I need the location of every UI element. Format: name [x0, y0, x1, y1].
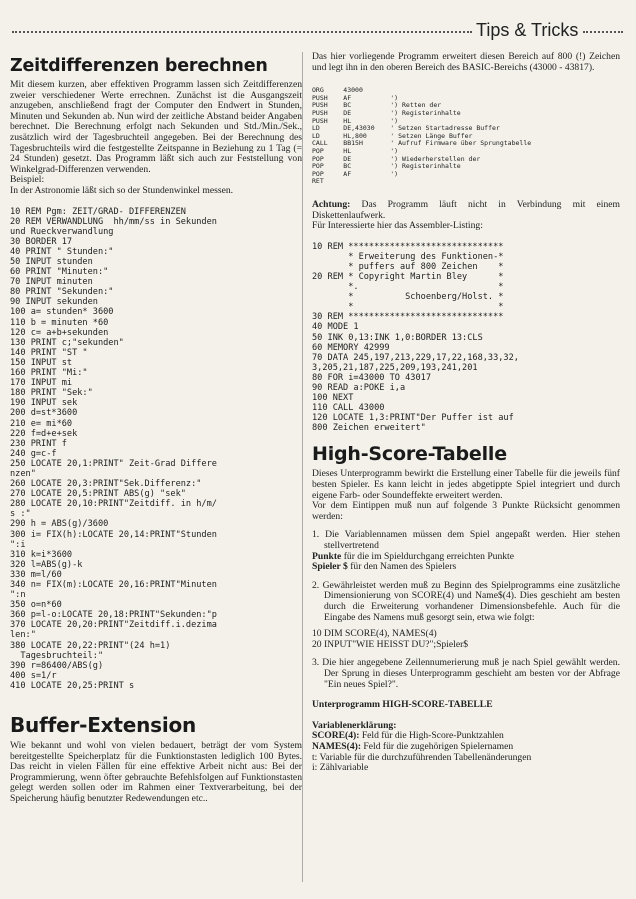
- article-heading-zeitdifferenzen: Zeitdifferenzen berechnen: [10, 56, 268, 76]
- basic-listing-buffer: 10 REM ****************************** * Erweiterung des Funktionen-* * puffers auf 800 Zeichen * 20 REM * Copyright Martin Bley * *. * * Schoenberg/Holst. * * * 30 REM ****************************** 40 MODE 1 50 INK 0,13:INK 1,0:BORDER 13:CLS 60 MEMORY 42999 70 DATA 245,197,213,229,17,22,168,33,32, 3,205,21,187,225,209,193,241,201 80 FOR i=43000 TO 43017 90 READ a:POKE i,a 100 NEXT 110 CALL 43000 120 LOCATE 1,3:PRINT"Der Puffer ist auf 800 Zeichen erweitert": [312, 241, 519, 434]
- achtung-text: Das Programm läuft nicht in Verbindung mit einem Diskettenlaufwerk.: [312, 198, 620, 221]
- intro-paragraph: Mit diesem kurzen, aber effektiven Programm lassen sich Zeitdifferenzen zweier verschiedener Werte errechnen. Zunächst ist die Ausgangszeit anzugeben, anschließend fragt der Computer den Endwert in Stunden, Minuten und Sekunden ab. Nun wird der zeitliche Abstand beider Angaben berechnet. Die Berechnung erfolgt nach Sekunden und Std./Min./Sek., zusätzlich wird der Tagesbruchteil angegeben. Bei der Berechnung des Tagesbruchteils wird die festgestellte Zeitspanne in Beziehung zu 1 Tag (= 24 Stunden) gesetzt. Das Programm läßt sich auch zur Feststellung von Winkelgrad-Differenzen verwenden.: [10, 79, 302, 175]
- variable-score-term: SCORE(4):: [312, 730, 360, 742]
- achtung-paragraph: [312, 200, 620, 221]
- buffer-continued-paragraph: Das hier vorliegende Programm erweitert diesen Bereich auf 800 (!) Zeichen und legt ihn in den oberen Bereich des BASIC-Bereichs (43000 - 43817).: [312, 51, 620, 73]
- left-column: [10, 52, 302, 805]
- variable-names: [312, 742, 620, 753]
- basic-listing-zeit: 10 REM Pgm: ZEIT/GRAD- DIFFERENZEN 20 REM VERWANDLUNG hh/mm/ss in Sekunden und Rueckverwandlung 30 BORDER 17 40 PRINT " Stunden:" 50 INPUT stunden 60 PRINT "Minuten:" 70 INPUT minuten 80 PRINT "Sekunden:" 90 INPUT sekunden 100 a= stunden* 3600 110 b = minuten *60 120 c= a+b+sekunden 130 PRINT c;"sekunden" 140 PRINT "ST " 150 INPUT st 160 PRINT "Mi:" 170 INPUT mi 180 PRINT "Sek:" 190 INPUT sek 200 d=st*3600 210 e= mi*60 220 f=d+e+sek 230 PRINT f 240 g=c-f 250 LOCATE 20,1:PRINT" Zeit-Grad Differe nzen" 260 LOCATE 20,3:PRINT"Sek.Differenz:" 270 LOCATE 20,5:PRINT ABS(g) "sek" 280 LOCATE 20,10:PRINT"Zeitdiff. in h/m/ s :" 290 h = ABS(g)/3600 300 i= FIX(h):LOCATE 20,14:PRINT"Stunden ":i 310 k=i*3600 320 l=ABS(g)-k 330 m=l/60 340 n= FIX(m):LOCATE 20,16:PRINT"Minuten ":n 350 o=n*60 360 p=l-o:LOCATE 20,18:PRINT"Sekunden:"p 370 LOCATE 20,20:PRINT"Zeitdiff.i.dezima len:" 380 LOCATE 20,22:PRINT"(24 h=1) Tagesbruchteil:" 390 r=86400/ABS(g) 400 s=1/r 410 LOCATE 20,25:PRINT s: [10, 206, 217, 691]
- player-desc: für den Namen des Spielers: [347, 561, 457, 573]
- list-item-3: 3. Die hier angegebene Zeilennumerierung muß je nach Spiel gewählt werden. Der Sprung in dieses Unterprogramm geschieht am besten vor der Abfrage "Ein neues Spiel?".: [312, 657, 620, 690]
- section-title: Tips & Tricks: [476, 20, 579, 40]
- achtung-label: Achtung:: [312, 198, 351, 210]
- variable-score-desc: Feld für die High-Score-Punktzahlen: [359, 730, 504, 742]
- variable-names-term: NAMES(4):: [312, 740, 362, 752]
- variable-t: t: Variable für die durchzuführenden Tabellenänderungen: [312, 751, 532, 763]
- article-heading-highscore: High-Score-Tabelle: [312, 443, 507, 466]
- list-item-1: 1. Die Variablennamen müssen dem Spiel angepaßt werden. Hier stehen stellvertretend: [312, 529, 620, 552]
- points-term: Punkte: [312, 550, 342, 562]
- buffer-paragraph: Wie bekannt und wohl von vielen bedauert, beträgt der vom System bereitgestellte Speicherplatz für die Funktionstasten lediglich 100 Bytes. Das reicht in vielen Fällen für eine effektive Arbeit nicht aus: Bei der Programmierung, wenn öfter gebrauchte Befehlsfolgen auf Funktionstasten gelegt werden sollen oder im Rahmen einer Textverarbeitung, bei der Speicherung häufig benutzter Redewendungen etc..: [10, 740, 302, 804]
- variable-names-desc: Feld für die zugehörigen Spielernamen: [361, 740, 514, 752]
- example-text: In der Astronomie läßt sich so der Stundenwinkel messen.: [10, 184, 234, 196]
- highscore-intro: Dieses Unterprogramm bewirkt die Erstellung einer Tabelle für die jeweils fünf besten Spieler. Es kann leicht in jedes abgetippte Spiel integriert und durch eigene Farb- oder Soundeffekte erweitert werden.: [312, 468, 620, 501]
- list-item-2-code-1: 10 DIM SCORE(4), NAMES(4): [312, 628, 437, 640]
- assembler-listing: ORG 43000 PUSH AF ') PUSH BC ') Retten der PUSH DE ') Registerinhalte PUSH HL ') LD DE,43030 ' Setzen Startadresse Buffer LD HL,800 ' Setzen Länge Buffer CALL BB15H ' Aufruf Firmware über Sprungtabelle POP HL ') POP DE ') Wiederherstellen der POP BC ') Registerinhalte POP AF ') RET: [312, 86, 532, 186]
- column-divider: [302, 52, 303, 882]
- page-header: [0, 20, 636, 46]
- header-dotted-rule: [12, 31, 472, 33]
- header-dotted-rule-right: [583, 31, 623, 33]
- variable-i: i: Zählvariable: [312, 762, 369, 774]
- requirements-list: [312, 530, 620, 690]
- article-heading-buffer: Buffer-Extension: [10, 713, 197, 738]
- example-label: Beispiel:: [10, 174, 45, 186]
- listing-intro: Für Interessierte hier das Assembler-Listing:: [312, 220, 483, 232]
- points-desc: für die im Spieldurchgang erreichten Punkte: [341, 550, 514, 562]
- variables-title: Variablenerklärung:: [312, 719, 397, 731]
- right-column: [312, 52, 620, 774]
- list-item-2-code-2: 20 INPUT"WIE HEISST DU?";Spieler$: [312, 638, 469, 650]
- subroutine-title: Unterprogramm HIGH-SCORE-TABELLE: [312, 699, 493, 711]
- highscore-intro-2: Vor dem Eintippen muß nun auf folgende 3 Punkte Rücksicht genommen werden:: [312, 500, 620, 522]
- list-item-2: 2. Gewährleistet werden muß zu Beginn des Spielprogramms eine zusätzliche Dimensionierung von SCORE(4) und Name$(4). Dies geschieht am besten durch die Erweiterung vorhandener Dimensionsbefehle. Auch für die Eingabe des Namens muß gesorgt sein, etwa wie folgt:: [312, 579, 620, 623]
- player-term: Spieler $: [312, 561, 348, 573]
- list-item-1-line-player: [312, 561, 620, 573]
